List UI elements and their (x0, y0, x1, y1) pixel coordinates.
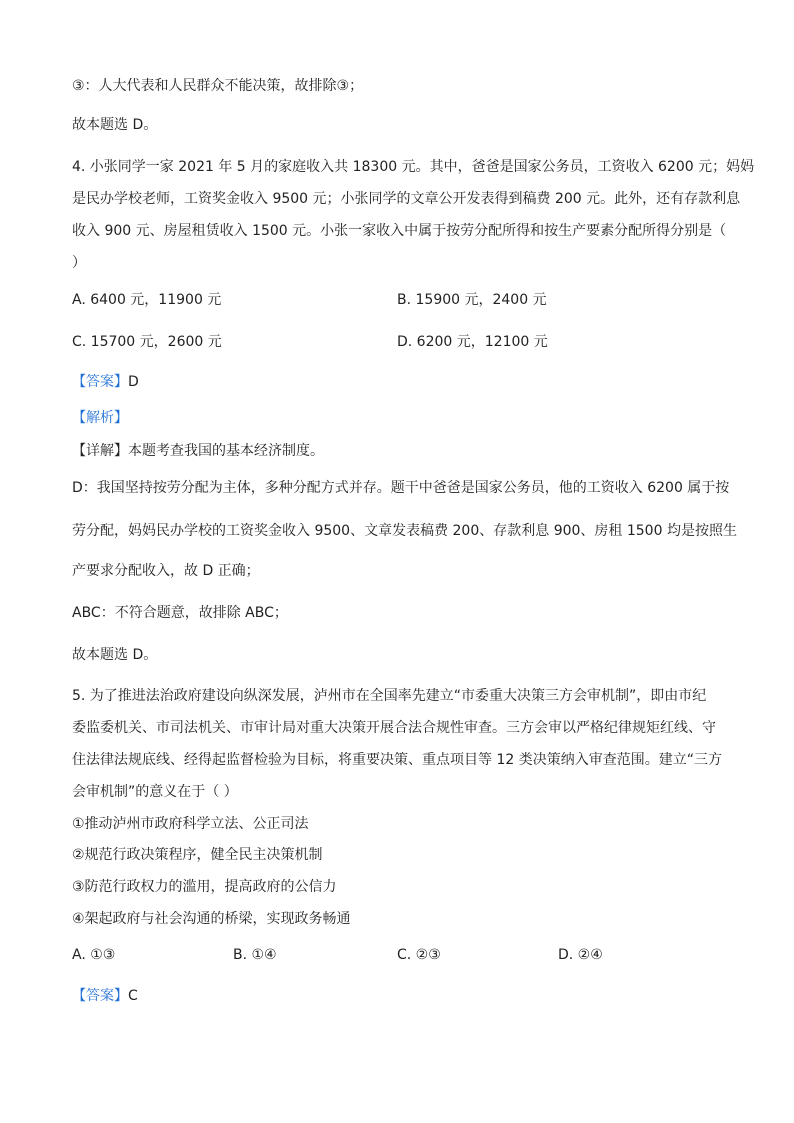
answer-tag: 【答案】 (72, 374, 128, 390)
q4-stem-line-4: ） (72, 255, 86, 271)
q5-option-b: B. ①④ (233, 947, 277, 963)
q5-option-d: D. ②④ (558, 947, 603, 963)
detail-text: 本题考查我国的基本经济制度。 (128, 443, 324, 459)
q4-stem-line-2: 是民办学校老师，工资奖金收入 9500 元；小张同学的文章公开发表得到稿费 200 元。此外，还有存款利息 (72, 191, 741, 207)
q4-abc-line: ABC：不符合题意，故排除 ABC； (72, 605, 288, 621)
q4-stem-line-3: 收入 900 元、房屋租赁收入 1500 元。小张一家收入中属于按劳分配所得和按生产要素分配所得分别是（ (72, 223, 727, 239)
prev-analysis-line: ③：人大代表和人民群众不能决策，故排除③； (72, 78, 364, 94)
q4-option-a: A. 6400 元，11900 元 (72, 292, 222, 308)
q4-answer (72, 372, 139, 392)
analysis-tag: 【解析】 (72, 410, 128, 426)
q4-option-c: C. 15700 元，2600 元 (72, 334, 222, 350)
q5-stem-line-4: 会审机制”的意义在于（ ） (72, 784, 238, 800)
prev-conclusion: 故本题选 D。 (72, 117, 158, 133)
answer-value: C (128, 988, 138, 1004)
q5-item-3: ③防范行政权力的滥用，提高政府的公信力 (72, 879, 337, 895)
q4-detail (72, 441, 324, 461)
q5-stem-line-1: 5. 为了推进法治政府建设向纵深发展，泸州市在全国率先建立“市委重大决策三方会审机制”，即由市纪 (72, 688, 707, 704)
q5-item-1: ①推动泸州市政府科学立法、公正司法 (72, 816, 309, 832)
q5-stem-line-3: 住法律法规底线、经得起监督检验为目标，将重要决策、重点项目等 12 类决策纳入审查范围。建立“三方 (72, 752, 722, 768)
q5-option-a: A. ①③ (72, 947, 116, 963)
answer-tag: 【答案】 (72, 988, 128, 1004)
q5-option-c: C. ②③ (397, 947, 441, 963)
q5-item-4: ④架起政府与社会沟通的桥梁，实现政务畅通 (72, 911, 351, 927)
answer-value: D (128, 374, 139, 390)
q5-answer (72, 986, 138, 1006)
q5-item-2: ②规范行政决策程序，健全民主决策机制 (72, 847, 323, 863)
q4-stem-line-1: 4. 小张同学一家 2021 年 5 月的家庭收入共 18300 元。其中，爸爸是国家公务员，工资收入 6200 元；妈妈 (72, 159, 755, 175)
detail-tag: 【详解】 (72, 443, 128, 459)
q4-explain-line-2: 劳分配，妈妈民办学校的工资奖金收入 9500、文章发表稿费 200、存款利息 900、房租 1500 均是按照生 (72, 523, 737, 539)
q4-analysis-heading (72, 408, 128, 428)
q5-stem-line-2: 委监委机关、市司法机关、市审计局对重大决策开展合法合规性审查。三方会审以严格纪律规矩红线、守 (72, 720, 716, 736)
q4-explain-line-3: 产要求分配收入，故 D 正确； (72, 563, 260, 579)
q4-option-d: D. 6200 元，12100 元 (397, 334, 548, 350)
q4-explain-line-1: D：我国坚持按劳分配为主体，多种分配方式并存。题干中爸爸是国家公务员，他的工资收入 6200 属于按 (72, 480, 730, 496)
q4-option-b: B. 15900 元，2400 元 (397, 292, 547, 308)
q4-conclusion: 故本题选 D。 (72, 647, 158, 663)
